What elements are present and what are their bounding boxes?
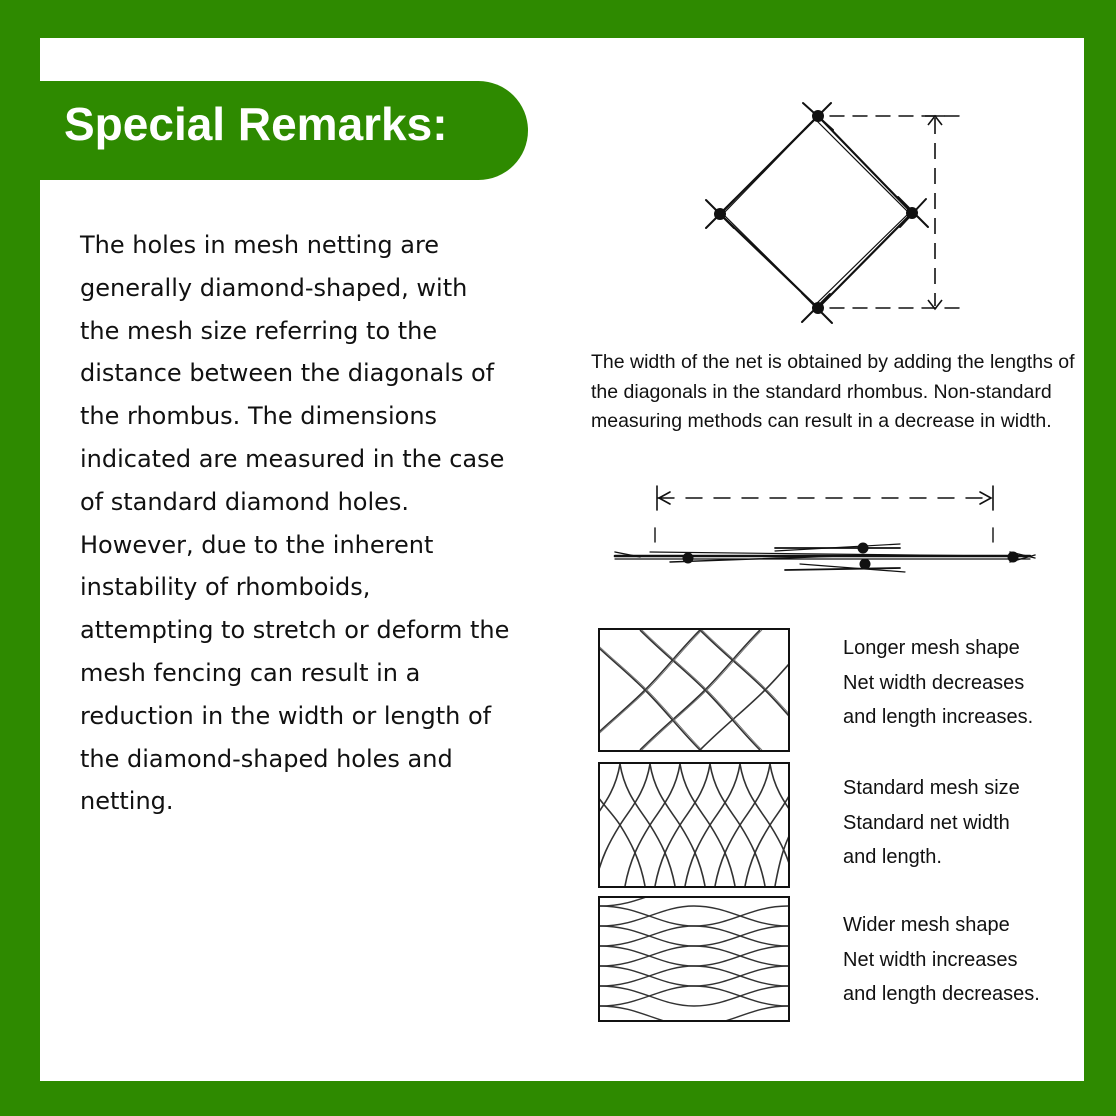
height-arrow xyxy=(920,110,950,319)
rhombus-outline xyxy=(720,116,912,308)
mesh-label-longer xyxy=(843,631,1078,735)
description-text: The holes in mesh netting are generally diamond-shaped, with the mesh size referring to the distance between the diagonals of the rhombus. The dimensions indicated are measured in the case of standard diamond holes. However, due to the inherent instability of rhomboids, attempting to stretch or deform the mesh fencing can result in a reduction in the width or length of the diamond-shaped holes and netting. xyxy=(80,231,510,816)
diagram-caption: The width of the net is obtained by adding the lengths of the diagonals in the standard rhombus. Non-standard measuring methods can result in a decrease in width. xyxy=(591,351,1075,432)
mesh-label-standard-line1: Standard mesh size xyxy=(843,777,1020,799)
content-panel xyxy=(40,38,1084,1081)
title-banner xyxy=(40,81,528,180)
rhombus-outline-inner xyxy=(723,119,909,305)
knot-top xyxy=(812,110,824,122)
knot-left xyxy=(714,208,726,220)
mesh-pattern-standard xyxy=(600,764,788,886)
mesh-label-wider xyxy=(843,908,1078,1012)
knot-right xyxy=(906,207,918,219)
knot-bottom xyxy=(812,302,824,314)
mesh-label-longer-line3: and length increases. xyxy=(843,706,1034,728)
mesh-label-longer-line2: Net width decreases xyxy=(843,671,1025,694)
mesh-sample-wider xyxy=(598,896,790,1022)
mesh-label-wider-line3: and length decreases. xyxy=(843,983,1040,1005)
net-width-diagram-svg xyxy=(610,478,1040,588)
page-title: Special Remarks: xyxy=(64,98,448,150)
mesh-label-standard-line2: Standard net width xyxy=(843,811,1010,834)
mesh-sample-standard xyxy=(598,762,790,888)
mesh-label-standard-line3: and length. xyxy=(843,846,942,868)
mesh-label-wider-line2: Net width increases xyxy=(843,948,1018,971)
mesh-sample-longer xyxy=(598,628,790,752)
mesh-label-longer-line1: Longer mesh shape xyxy=(843,637,1020,659)
net-width-diagram xyxy=(610,478,1040,592)
mesh-pattern-wider xyxy=(600,898,788,1020)
mesh-pattern-longer xyxy=(600,630,788,750)
mesh-label-standard xyxy=(843,771,1078,875)
mesh-label-wider-line1: Wider mesh shape xyxy=(843,914,1010,936)
